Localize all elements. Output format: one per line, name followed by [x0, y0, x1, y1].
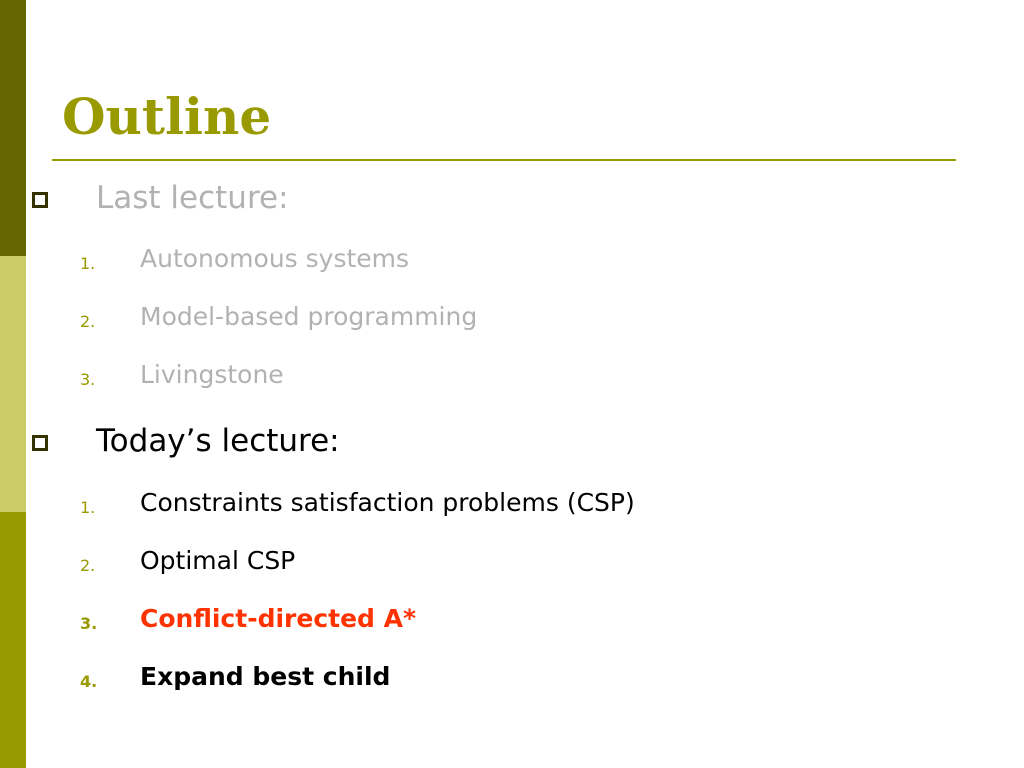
list-item: Expand best child — [140, 662, 391, 691]
list-item-highlighted: Conflict-directed A* — [140, 604, 417, 633]
side-bar-bottom — [0, 512, 26, 768]
section-heading-last-lecture: Last lecture: — [96, 180, 289, 216]
square-bullet-icon — [32, 435, 48, 451]
section-heading-todays-lecture: Today’s lecture: — [96, 423, 340, 459]
list-item: Model-based programming — [140, 302, 478, 331]
list-item: Livingstone — [140, 360, 284, 389]
list-item: Autonomous systems — [140, 244, 410, 273]
square-bullet-icon — [32, 192, 48, 208]
title-divider — [52, 159, 956, 161]
list-number: 3. — [80, 370, 96, 389]
side-bar-middle — [0, 256, 26, 512]
side-bar-top — [0, 0, 26, 256]
slide-title: Outline — [62, 87, 272, 146]
list-number: 2. — [80, 556, 96, 575]
list-number: 3. — [80, 614, 98, 633]
list-number: 2. — [80, 312, 96, 331]
list-number: 1. — [80, 498, 96, 517]
list-item: Optimal CSP — [140, 546, 296, 575]
list-item: Constraints satisfaction problems (CSP) — [140, 488, 635, 517]
list-number: 1. — [80, 254, 96, 273]
list-number: 4. — [80, 672, 98, 691]
